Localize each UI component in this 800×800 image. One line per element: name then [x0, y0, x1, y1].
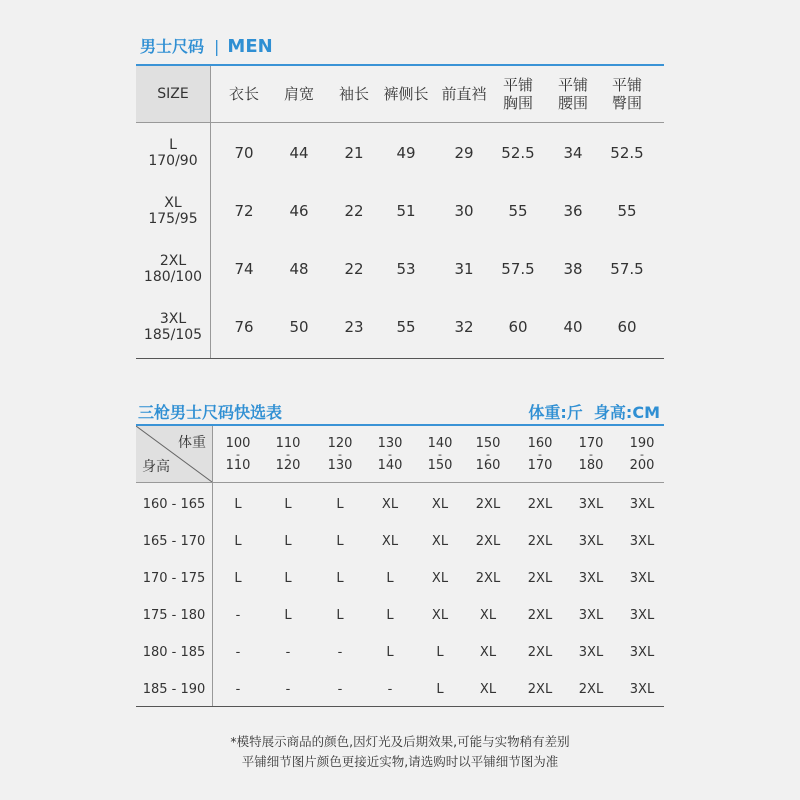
- men-chart-bottom-rule: [136, 358, 664, 359]
- table-cell: 51: [396, 202, 416, 220]
- corner-height-label: 身高: [142, 459, 170, 475]
- men-chart-title: [140, 34, 273, 57]
- size-row-label: [136, 124, 210, 182]
- size-recommendation-cell: 3XL: [629, 497, 655, 512]
- size-code: XL: [164, 195, 182, 211]
- weight-range-header: [463, 430, 513, 480]
- table-cell: 74: [234, 260, 254, 278]
- size-recommendation-cell: L: [284, 497, 292, 512]
- size-code: 2XL: [159, 253, 187, 269]
- size-recommendation-cell: 2XL: [527, 534, 553, 549]
- size-recommendation-cell: -: [235, 645, 241, 660]
- size-code: L: [169, 137, 177, 153]
- height-range-label: 185 - 190: [142, 682, 206, 697]
- size-recommendation-cell: L: [234, 571, 242, 586]
- size-recommendation-cell: 3XL: [578, 497, 604, 512]
- weight-range-from: 140: [427, 436, 453, 451]
- size-recommendation-cell: L: [386, 571, 394, 586]
- size-recommendation-cell: 3XL: [629, 608, 655, 623]
- weight-range-header: [213, 430, 263, 480]
- size-recommendation-cell: 2XL: [475, 497, 501, 512]
- height-range-label: 170 - 175: [142, 571, 206, 586]
- table-cell: 48: [289, 260, 309, 278]
- size-recommendation-cell: L: [234, 534, 242, 549]
- table-cell: 70: [234, 144, 254, 162]
- size-recommendation-cell: 2XL: [527, 682, 553, 697]
- weight-range-from: 100: [225, 436, 251, 451]
- size-recommendation-cell: -: [285, 682, 291, 697]
- weight-range-dash: -: [388, 448, 392, 461]
- table-cell: 57.5: [610, 260, 644, 278]
- size-recommendation-cell: L: [284, 571, 292, 586]
- size-recommendation-cell: XL: [431, 608, 449, 623]
- size-recommendation-cell: -: [337, 645, 343, 660]
- table-cell: 50: [289, 318, 309, 336]
- weight-range-to: 140: [377, 458, 403, 473]
- size-recommendation-cell: L: [436, 682, 444, 697]
- size-spec: 185/105: [143, 327, 203, 343]
- size-recommendation-cell: 2XL: [527, 608, 553, 623]
- disclaimer-line-1: *模特展示商品的颜色,因灯光及后期效果,可能与实物稍有差别: [230, 734, 570, 749]
- size-recommendation-cell: 2XL: [527, 645, 553, 660]
- weight-range-to: 160: [475, 458, 501, 473]
- weight-range-from: 130: [377, 436, 403, 451]
- table-cell: 76: [234, 318, 254, 336]
- size-recommendation-cell: 3XL: [629, 534, 655, 549]
- table-cell: 30: [454, 202, 474, 220]
- size-recommendation-cell: -: [235, 682, 241, 697]
- weight-range-to: 200: [629, 458, 655, 473]
- table-cell: 72: [234, 202, 254, 220]
- size-recommendation-cell: L: [336, 608, 344, 623]
- table-cell: 53: [396, 260, 416, 278]
- table-cell: 57.5: [501, 260, 535, 278]
- weight-range-dash: -: [286, 448, 290, 461]
- size-recommendation-cell: XL: [431, 571, 449, 586]
- table-cell: 52.5: [501, 144, 535, 162]
- height-range-label: 175 - 180: [142, 608, 206, 623]
- weight-range-from: 150: [475, 436, 501, 451]
- weight-range-dash: -: [589, 448, 593, 461]
- size-spec: 175/95: [148, 211, 198, 227]
- table-cell: 60: [617, 318, 637, 336]
- quick-size-table: [136, 426, 664, 706]
- size-code: 3XL: [159, 311, 187, 327]
- table-cell: 36: [563, 202, 583, 220]
- size-recommendation-cell: XL: [479, 682, 497, 697]
- size-recommendation-cell: 3XL: [578, 608, 604, 623]
- weight-range-to: 180: [578, 458, 604, 473]
- table-cell: 21: [344, 144, 364, 162]
- size-recommendation-cell: L: [436, 645, 444, 660]
- weight-range-dash: -: [640, 448, 644, 461]
- table-cell: 22: [344, 260, 364, 278]
- size-recommendation-cell: 2XL: [527, 571, 553, 586]
- disclaimer-line-2: 平铺细节图片颜色更接近实物,请选购时以平铺细节图为准: [241, 754, 559, 769]
- table-cell: 34: [563, 144, 583, 162]
- column-header: 衣长: [228, 85, 259, 103]
- size-recommendation-cell: 2XL: [578, 682, 604, 697]
- table-cell: 55: [617, 202, 637, 220]
- table-cell: 46: [289, 202, 309, 220]
- size-recommendation-cell: L: [336, 571, 344, 586]
- height-range-label: 165 - 170: [142, 534, 206, 549]
- size-recommendation-cell: 2XL: [475, 571, 501, 586]
- weight-range-to: 120: [275, 458, 301, 473]
- table-cell: 55: [396, 318, 416, 336]
- size-recommendation-cell: XL: [431, 534, 449, 549]
- column-header: 平铺 腰围: [557, 76, 588, 112]
- size-recommendation-cell: XL: [381, 497, 399, 512]
- weight-range-from: 110: [275, 436, 301, 451]
- size-recommendation-cell: L: [284, 608, 292, 623]
- size-header: SIZE: [136, 66, 210, 122]
- size-recommendation-cell: -: [337, 682, 343, 697]
- weight-range-from: 160: [527, 436, 553, 451]
- size-spec: 180/100: [143, 269, 203, 285]
- weight-range-dash: -: [538, 448, 542, 461]
- table-cell: 38: [563, 260, 583, 278]
- size-recommendation-cell: 3XL: [578, 534, 604, 549]
- weight-range-header: [566, 430, 616, 480]
- height-range-label: 160 - 165: [142, 497, 206, 512]
- table-cell: 40: [563, 318, 583, 336]
- table-cell: 29: [454, 144, 474, 162]
- size-row-label: [136, 240, 210, 298]
- size-recommendation-cell: 3XL: [578, 645, 604, 660]
- weight-range-to: 170: [527, 458, 553, 473]
- weight-range-header: [515, 430, 565, 480]
- table-cell: 55: [508, 202, 528, 220]
- size-recommendation-cell: XL: [479, 608, 497, 623]
- weight-range-header: [617, 430, 667, 480]
- weight-range-dash: -: [338, 448, 342, 461]
- size-recommendation-cell: -: [235, 608, 241, 623]
- weight-range-header: [365, 430, 415, 480]
- table-cell: 32: [454, 318, 474, 336]
- size-recommendation-cell: L: [234, 497, 242, 512]
- weight-range-dash: -: [486, 448, 490, 461]
- size-row-label: [136, 182, 210, 240]
- size-recommendation-cell: 2XL: [527, 497, 553, 512]
- column-header: 袖长: [338, 85, 369, 103]
- corner-header: [136, 426, 212, 482]
- size-recommendation-cell: XL: [431, 497, 449, 512]
- weight-range-to: 130: [327, 458, 353, 473]
- weight-range-header: [263, 430, 313, 480]
- table-divider-vertical: [210, 66, 211, 358]
- size-recommendation-cell: XL: [381, 534, 399, 549]
- size-recommendation-cell: 3XL: [629, 682, 655, 697]
- quick-chart-bottom-rule: [136, 706, 664, 707]
- weight-range-dash: -: [236, 448, 240, 461]
- column-header: 平铺 臀围: [611, 76, 642, 112]
- size-row-label: [136, 298, 210, 356]
- weight-range-header: [315, 430, 365, 480]
- table-cell: 44: [289, 144, 309, 162]
- size-recommendation-cell: 3XL: [629, 645, 655, 660]
- size-recommendation-cell: 3XL: [578, 571, 604, 586]
- weight-range-to: 110: [225, 458, 251, 473]
- column-header: 前直裆: [441, 85, 487, 103]
- weight-range-from: 170: [578, 436, 604, 451]
- table-cell: 31: [454, 260, 474, 278]
- quick-chart-title: 三枪男士尺码快选表: [138, 403, 283, 422]
- table-divider-horizontal: [136, 122, 664, 123]
- men-size-table: [136, 66, 664, 358]
- size-recommendation-cell: L: [386, 608, 394, 623]
- column-header: 裤侧长: [383, 85, 429, 103]
- size-recommendation-cell: 3XL: [629, 571, 655, 586]
- corner-weight-label: 体重: [178, 435, 206, 451]
- column-header: 肩宽: [283, 85, 314, 103]
- weight-range-from: 120: [327, 436, 353, 451]
- size-recommendation-cell: L: [336, 497, 344, 512]
- title-separator: |: [214, 37, 220, 56]
- table-cell: 49: [396, 144, 416, 162]
- size-spec: 170/90: [148, 153, 198, 169]
- column-header: 平铺 胸围: [502, 76, 533, 112]
- table-cell: 22: [344, 202, 364, 220]
- size-recommendation-cell: 2XL: [475, 534, 501, 549]
- table-cell: 60: [508, 318, 528, 336]
- size-recommendation-cell: -: [285, 645, 291, 660]
- table-cell: 23: [344, 318, 364, 336]
- size-recommendation-cell: -: [387, 682, 393, 697]
- men-chart-title-cn: 男士尺码: [140, 37, 205, 56]
- weight-range-from: 190: [629, 436, 655, 451]
- table-cell: 52.5: [610, 144, 644, 162]
- size-recommendation-cell: L: [284, 534, 292, 549]
- size-recommendation-cell: L: [386, 645, 394, 660]
- weight-range-to: 150: [427, 458, 453, 473]
- table-divider-horizontal: [136, 482, 664, 483]
- weight-range-header: [415, 430, 465, 480]
- height-range-label: 180 - 185: [142, 645, 206, 660]
- units-label: 体重:斤 身高:CM: [528, 403, 660, 422]
- men-chart-title-en: MEN: [227, 36, 273, 57]
- size-recommendation-cell: L: [336, 534, 344, 549]
- weight-range-dash: -: [438, 448, 442, 461]
- size-recommendation-cell: XL: [479, 645, 497, 660]
